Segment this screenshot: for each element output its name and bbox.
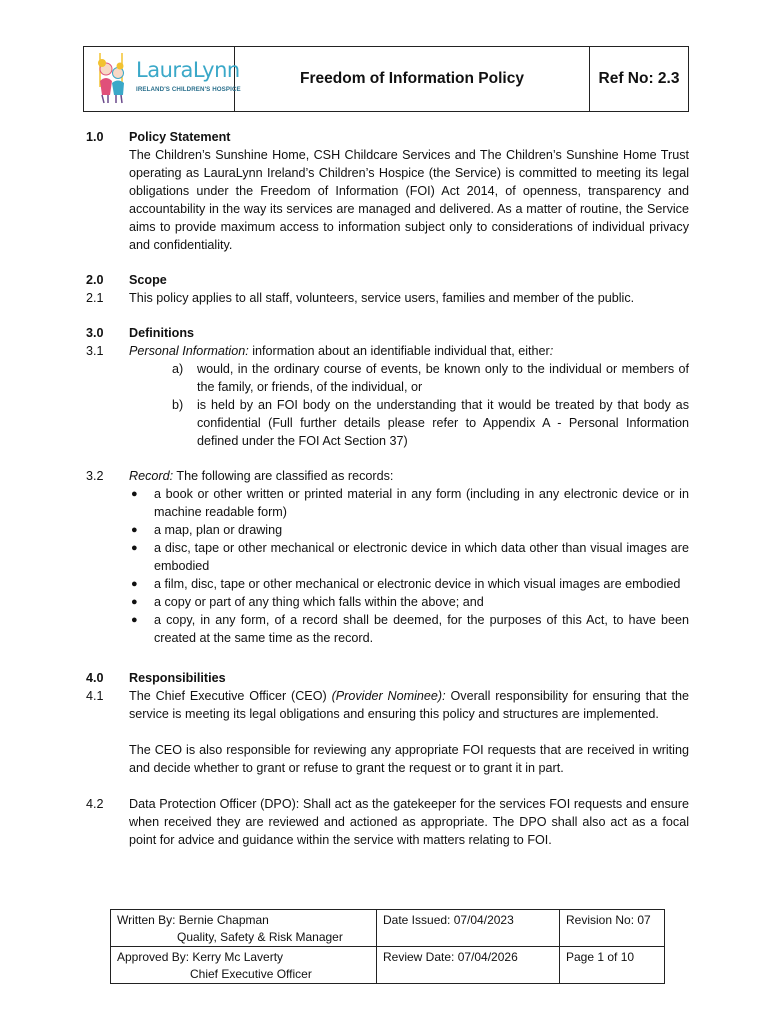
section-number: 4.0 <box>86 671 104 685</box>
ceo-role-italic: (Provider Nominee): <box>331 689 446 703</box>
definition-colon: : <box>549 344 554 358</box>
list-item-text: a copy, in any form, of a record shall be deemed, for the purposes of this Act, to have been created at the same time as the record. <box>154 613 689 645</box>
bullet-icon: ● <box>131 524 138 536</box>
list-item <box>172 360 689 396</box>
review-date: Review Date: 07/04/2026 <box>377 947 560 984</box>
approved-by: Approved By: Kerry Mc Laverty <box>117 950 284 964</box>
list-item-text: a disc, tape or other mechanical or electronic device in which data other than visual images are embodied <box>154 541 689 573</box>
personal-information-definition <box>129 342 689 360</box>
subsection-number: 2.1 <box>86 291 104 305</box>
swing-children-logo-icon <box>92 51 136 107</box>
bullet-icon: ● <box>131 542 138 554</box>
approved-by-cell <box>111 947 377 984</box>
definition-term: Record: <box>129 469 174 483</box>
list-item-text: would, in the ordinary course of events, be known only to the individual or members of the family, or friends, of the individual, or <box>197 362 689 394</box>
section-heading <box>129 324 689 342</box>
bullet-icon: ● <box>131 488 138 500</box>
approved-by-role: Chief Executive Officer <box>190 966 312 981</box>
section-heading <box>129 271 689 289</box>
definition-text: The following are classified as records: <box>173 469 394 483</box>
definition-text: information about an identifiable individual that, either <box>248 344 550 358</box>
table-row <box>111 947 665 984</box>
ceo-responsibility-para2: The CEO is also responsible for reviewing any appropriate FOI requests that are received in writing and decide whether to grant or refuse to grant the request or to grant it in part. <box>129 743 689 775</box>
subsection-number: 4.2 <box>86 797 104 811</box>
reference-number: Ref No: 2.3 <box>598 70 680 87</box>
scope-heading: Scope <box>129 273 167 287</box>
subsection-number: 4.1 <box>86 689 104 703</box>
list-item <box>172 396 689 450</box>
list-item <box>129 521 689 539</box>
written-by-cell <box>111 910 377 947</box>
dpo-responsibility: Data Protection Officer (DPO): Shall act as the gatekeeper for the services FOI requests and ensure when received they are reviewed and actioned as appropriate. The DPO shall also act as a focal point for advice and guidance within the service with matters relating to FOI. <box>129 797 689 847</box>
list-item <box>129 485 689 521</box>
document-title: Freedom of Information Policy <box>235 47 590 111</box>
definition-term: Personal Information: <box>129 344 249 358</box>
personal-information-list <box>172 360 689 450</box>
list-item-label: a) <box>172 362 184 376</box>
list-item-text: a map, plan or drawing <box>154 523 283 537</box>
logo-wordmark: LauraLynn <box>136 58 240 82</box>
document-control-table <box>110 909 665 984</box>
list-item-text: a copy or part of any thing which falls within the above; and <box>154 595 484 609</box>
section-heading <box>129 669 689 687</box>
ceo-responsibility <box>129 687 689 723</box>
written-by-role: Quality, Safety & Risk Manager <box>177 929 343 944</box>
written-by: Written By: Bernie Chapman <box>117 913 269 927</box>
page-number: Page 1 of 10 <box>560 947 665 984</box>
record-types-list <box>129 485 689 647</box>
section-number: 1.0 <box>86 130 104 144</box>
subsection-number: 3.1 <box>86 344 104 358</box>
ceo-text: Overall responsibility for ensuring that the service is meeting its legal obligations and ensuring this policy and structures are implemented. <box>129 689 689 721</box>
responsibilities-heading: Responsibilities <box>129 671 226 685</box>
definitions-heading: Definitions <box>129 326 195 340</box>
list-item-text: a film, disc, tape or other mechanical or electronic device in which visual images are embodied <box>154 577 681 591</box>
list-item-text: a book or other written or printed material in any form (including in any electronic device or in machine readable form) <box>154 487 689 519</box>
list-item <box>129 575 689 593</box>
date-issued: Date Issued: 07/04/2023 <box>377 910 560 947</box>
table-row <box>111 910 665 947</box>
bullet-icon: ● <box>131 614 138 626</box>
document-header <box>83 46 689 112</box>
ceo-lead: The Chief Executive Officer (CEO) <box>129 689 332 703</box>
list-item-label: b) <box>172 398 184 412</box>
bullet-icon: ● <box>131 596 138 608</box>
section-number: 3.0 <box>86 326 104 340</box>
revision-number: Revision No: 07 <box>560 910 665 947</box>
section-heading: Policy Statement <box>129 130 231 144</box>
list-item-text: is held by an FOI body on the understanding that it would be treated by that body as confidential (Full further details please refer to Appendix A - Personal Information defined under the FOI Act Section 37) <box>197 398 689 448</box>
logo-tagline: IRELAND'S CHILDREN'S HOSPICE <box>136 86 241 93</box>
logo <box>84 47 241 111</box>
policy-statement-text: The Children’s Sunshine Home, CSH Childcare Services and The Children’s Sunshine Home Trust operating as LauraLynn Ireland’s Children’s Hospice (the Service) is committed to meeting its legal obligations under the Freedom of Information (FOI) Act 2014, of openness, transparency and accountability in the way its services are managed and delivered. As a matter of routine, the Service aims to provide maximum access to information subject only to considerations of individual privacy and confidentiality. <box>129 148 689 252</box>
list-item <box>129 593 689 611</box>
section-policy-statement <box>129 128 689 254</box>
list-item <box>129 611 689 647</box>
scope-text: This policy applies to all staff, volunteers, service users, families and member of the public. <box>129 291 635 305</box>
record-definition <box>129 467 689 485</box>
bullet-icon: ● <box>131 578 138 590</box>
section-number: 2.0 <box>86 273 104 287</box>
list-item <box>129 539 689 575</box>
subsection-number: 3.2 <box>86 469 104 483</box>
